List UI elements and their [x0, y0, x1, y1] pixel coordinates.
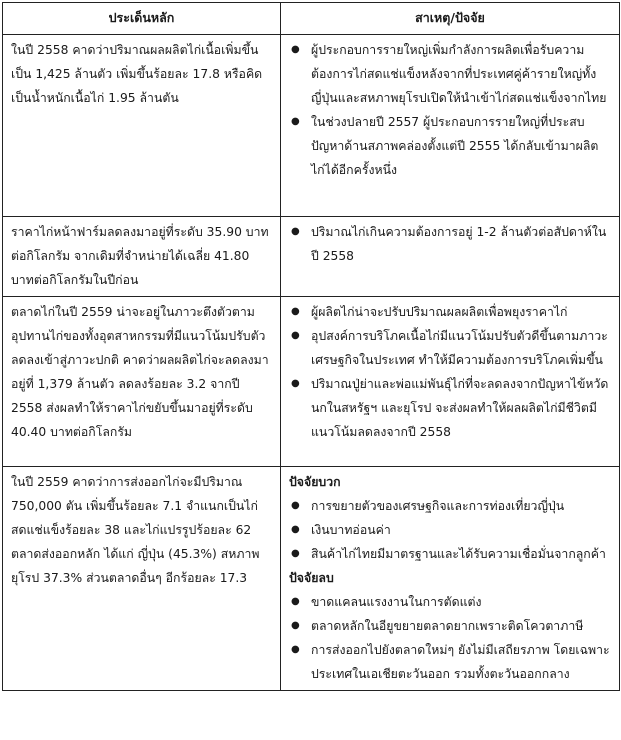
issue-cell: ในปี 2558 คาดว่าปริมาณผลผลิตไก่เนื้อเพิ่มขึ้นเป็น 1,425 ล้านตัว เพิ่มขึ้นร้อยละ 17.8 หรือคิดเป็นน้ำหนักเนื้อไก่ 1.95 ล้านตัน — [3, 35, 281, 217]
cause-cell — [281, 217, 620, 297]
table-row — [3, 467, 620, 691]
list-item: ● อุปสงค์การบริโภคเนื้อไก่มีแนวโน้มปรับตัวดีขึ้นตามภาวะเศรษฐกิจในประเทศ ทำให้มีความต้องการบริโภคเพิ่มขึ้น — [289, 324, 612, 372]
list-item: ● ผู้ผลิตไก่น่าจะปรับปริมาณผลผลิตเพื่อพยุงราคาไก่ — [289, 300, 612, 324]
header-issue: ประเด็นหลัก — [3, 3, 281, 35]
summary-table — [2, 2, 620, 691]
negative-factors — [289, 566, 612, 686]
cause-cell — [281, 467, 620, 691]
cause-list — [289, 220, 612, 268]
positive-list — [289, 494, 612, 566]
table-row — [3, 35, 620, 217]
issue-cell: ตลาดไก่ในปี 2559 น่าจะอยู่ในภาวะตึงตัวตามอุปทานไก่ของทั้งอุตสาหกรรมที่มีแนวโน้มปรับตัวลดลงเข้าสู่ภาวะปกติ คาดว่าผลผลิตไก่จะลดลงมาอยู่ที่ 1,379 ล้านตัว ลดลงร้อยละ 3.2 จากปี 2558 ส่งผลทำให้ราคาไก่ขยับขึ้นมาอยู่ที่ระดับ 40.40 บาทต่อกิโลกรัม — [3, 297, 281, 467]
positive-factors — [289, 470, 612, 566]
list-item: ● ปริมาณไก่เกินความต้องการอยู่ 1-2 ล้านตัวต่อสัปดาห์ในปี 2558 — [289, 220, 612, 268]
table-row — [3, 217, 620, 297]
cause-list — [289, 300, 612, 444]
negative-factors-title: ปัจจัยลบ — [289, 571, 334, 585]
list-item: ● การขยายตัวของเศรษฐกิจและการท่องเที่ยวญี่ปุ่น — [289, 494, 612, 518]
list-item: ● ปริมาณปู่ย่าและพ่อแม่พันธุ์ไก่ที่จะลดลงจากปัญหาไข้หวัดนกในสหรัฐฯ และยุโรป จะส่งผลทำให้ผลผลิตไก่มีชีวิตมีแนวโน้มลดลงจากปี 2558 — [289, 372, 612, 444]
issue-cell: ราคาไก่หน้าฟาร์มลดลงมาอยู่ที่ระดับ 35.90 บาทต่อกิโลกรัม จากเดิมที่จำหน่ายได้เฉลี่ย 41.80 บาทต่อกิโลกรัมในปีก่อน — [3, 217, 281, 297]
list-item: ● ตลาดหลักในอียูขยายตลาดยากเพราะติดโควตาภาษี — [289, 614, 612, 638]
positive-factors-title: ปัจจัยบวก — [289, 475, 341, 489]
table-row — [3, 297, 620, 467]
cause-cell — [281, 35, 620, 217]
header-cause: สาเหตุ/ปัจจัย — [281, 3, 620, 35]
issue-cell: ในปี 2559 คาดว่าการส่งออกไก่จะมีปริมาณ 750,000 ตัน เพิ่มขึ้นร้อยละ 7.1 จำแนกเป็นไก่สดแช่แข็งร้อยละ 38 และไก่แปรรูปร้อยละ 62 ตลาดส่งออกหลัก ได้แก่ ญี่ปุ่น (45.3%) สหภาพยุโรป 37.3% ส่วนตลาดอื่นๆ อีกร้อยละ 17.3 — [3, 467, 281, 691]
list-item: ● สินค้าไก่ไทยมีมาตรฐานและได้รับความเชื่อมั่นจากลูกค้า — [289, 542, 612, 566]
list-item: ● ผู้ประกอบการรายใหญ่เพิ่มกำลังการผลิตเพื่อรับความต้องการไก่สดแช่แข็งหลังจากที่ประเทศคู่ค้ารายใหญ่ทั้งญี่ปุ่นและสหภาพยุโรปเปิดให้นำเข้าไก่สดแช่แข็งจากไทย — [289, 38, 612, 110]
negative-list — [289, 590, 612, 686]
list-item: ● ขาดแคลนแรงงานในการตัดแต่ง — [289, 590, 612, 614]
cause-cell — [281, 297, 620, 467]
list-item: ● เงินบาทอ่อนค่า — [289, 518, 612, 542]
header-row — [3, 3, 620, 35]
list-item: ● การส่งออกไปยังตลาดใหม่ๆ ยังไม่มีเสถียรภาพ โดยเฉพาะประเทศในเอเชียตะวันออก รวมทั้งตะวันออกกลาง — [289, 638, 612, 686]
cause-list — [289, 38, 612, 182]
list-item: ● ในช่วงปลายปี 2557 ผู้ประกอบการรายใหญ่ที่ประสบปัญหาด้านสภาพคล่องตั้งแต่ปี 2555 ได้กลับเข้ามาผลิตไก่ได้อีกครั้งหนึ่ง — [289, 110, 612, 182]
